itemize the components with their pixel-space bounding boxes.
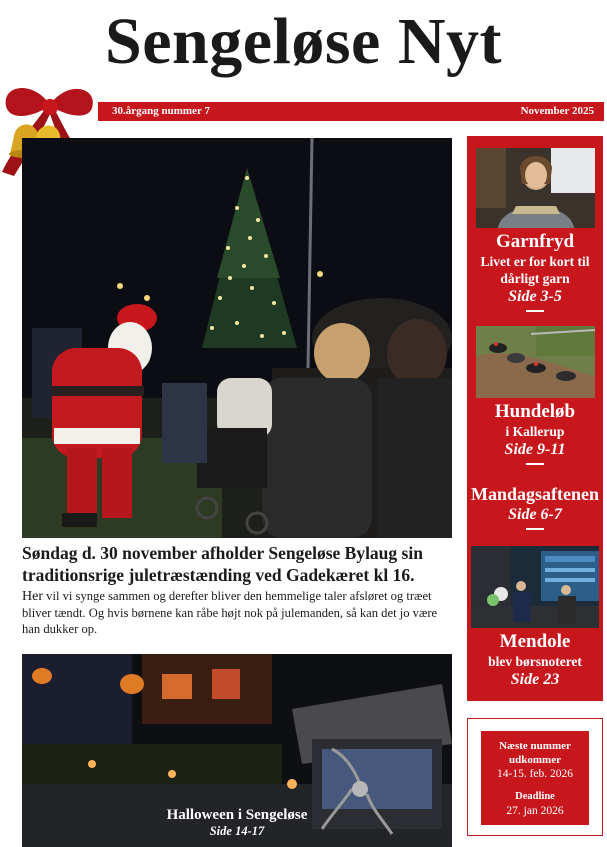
issue-volume: 30.årgang nummer 7: [112, 105, 210, 117]
body-text: vil vi synge sammen og derefter bliver den hemmelige taler afsløret og træet bliver tændt. Og hvis børnene kan råbe højt nok på julemanden, så kan det jo være han dukker op.: [22, 589, 438, 636]
hundelob-photo: [476, 326, 595, 398]
deadline-label: Deadline: [515, 791, 555, 802]
teaser-mandagsaftenen-title: Mandagsaftenen: [470, 484, 599, 504]
teaser-mendole-page: Side 23: [510, 671, 560, 688]
teaser-hundelob-page: Side 9-11: [504, 441, 566, 458]
halloween-title: Halloween i Sengeløse: [166, 807, 308, 823]
next-issue-label-2: udkommer: [509, 754, 561, 766]
main-headline: Søndag d. 30 november afholder Sengeløse Bylaug sin traditionsrige juletræstænding ved Gadekæret kl 16.: [22, 543, 423, 585]
halloween-caption: [22, 806, 452, 839]
next-issue-panel: [481, 731, 589, 825]
deadline-date: 27. jan 2026: [506, 805, 564, 817]
issue-bar: [98, 102, 604, 121]
teaser-garnfryd-title: Garnfryd: [495, 231, 575, 252]
mendole-photo: [471, 546, 599, 628]
body-lead-word: Her: [22, 589, 43, 604]
main-photo: [22, 138, 452, 538]
divider: [526, 528, 544, 530]
main-body: [22, 588, 454, 637]
halloween-page: Side 14-17: [209, 824, 265, 838]
teaser-hundelob-title: Hundeløb: [494, 401, 576, 422]
divider: [526, 463, 544, 465]
teaser-mandagsaftenen-page: Side 6-7: [508, 506, 562, 523]
next-issue-dates: 14-15. feb. 2026: [496, 768, 573, 780]
sidebar-teasers: [467, 136, 603, 701]
teaser-mendole-subtitle: blev børsnoteret: [488, 654, 582, 669]
teaser-hundelob-subtitle: i Kallerup: [505, 424, 565, 439]
garnfryd-photo: [476, 148, 595, 228]
next-issue-label-1: Næste nummer: [499, 740, 571, 752]
teaser-garnfryd-page: Side 3-5: [508, 288, 562, 305]
teaser-garnfryd-subtitle: Livet er for kort til dårligt garn: [480, 254, 590, 286]
issue-date: November 2025: [520, 105, 594, 117]
divider: [526, 310, 544, 312]
masthead-title: Sengeløse Nyt: [105, 5, 502, 78]
next-issue-box: [467, 718, 603, 836]
teaser-mendole-title: Mendole: [499, 631, 571, 652]
